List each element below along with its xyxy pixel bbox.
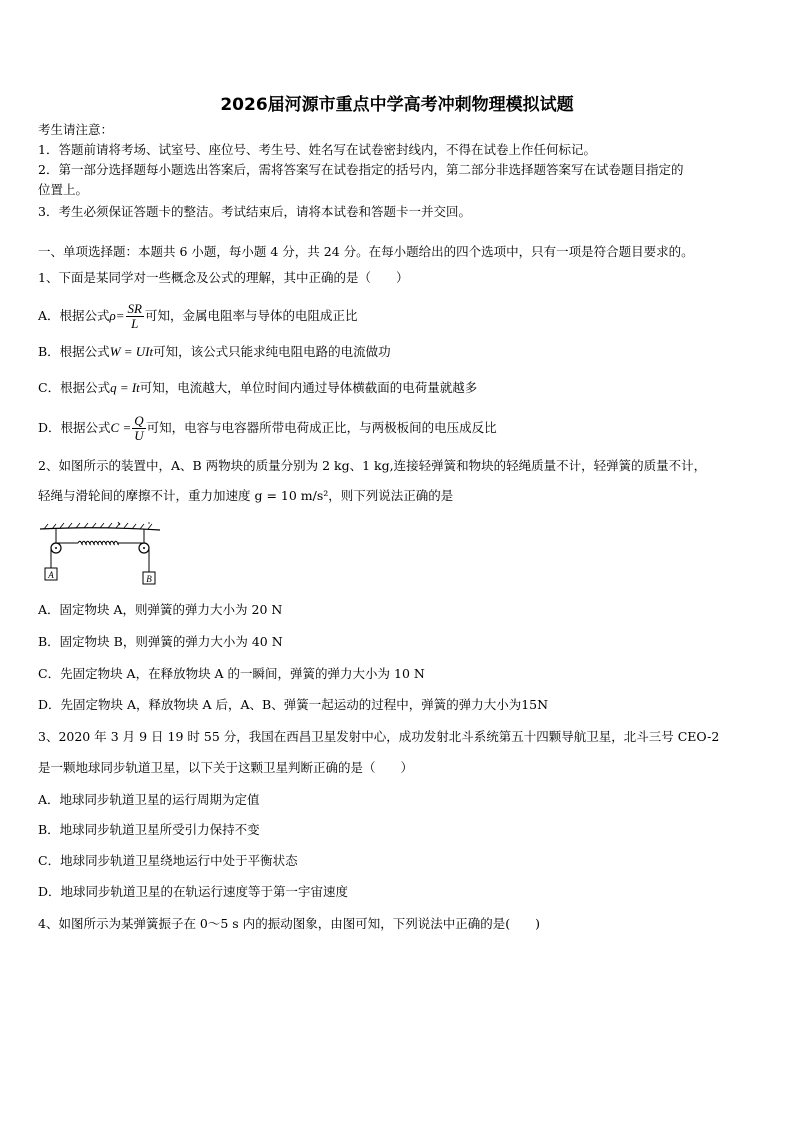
q1-d-fraction xyxy=(132,414,145,443)
right-pulley-icon xyxy=(139,529,149,553)
q3-option-b: B．地球同步轨道卫星所受引力保持不变 xyxy=(38,822,260,837)
left-pulley-icon xyxy=(51,529,61,553)
q2-option-b: B．固定物块 B，则弹簧的弹力大小为 40 N xyxy=(38,634,283,649)
notice-item-1: 1．答题前请将考场、试室号、座位号、考生号、姓名写在试卷密封线内，不得在试卷上作任何标记。 xyxy=(38,142,596,157)
q1-b-formula: W = UIt xyxy=(109,344,154,359)
q1-d-numerator: Q xyxy=(134,413,144,428)
q1-stem: 1、下面是某同学对一些概念及公式的理解，其中正确的是（ ） xyxy=(38,270,409,285)
q4-stem: 4、如图所示为某弹簧振子在 0～5 s 内的振动图象，由图可知，下列说法中正确的是( ) xyxy=(38,916,540,931)
spring-pulley-figure xyxy=(36,518,166,588)
q1-option-d xyxy=(38,410,497,446)
q3-option-d: D．地球同步轨道卫星的在轨运行速度等于第一宇宙速度 xyxy=(38,884,349,899)
ceiling-hatch xyxy=(40,522,160,530)
q1-d-formula-lhs: C = xyxy=(110,420,132,435)
q1-a-denominator: L xyxy=(131,316,139,331)
block-a-label: A xyxy=(48,570,54,580)
q3-option-a: A．地球同步轨道卫星的运行周期为定值 xyxy=(38,792,260,807)
q1-a-fraction xyxy=(126,302,144,331)
q1-a-formula-lhs: ρ= xyxy=(109,308,125,323)
section-heading: 一、单项选择题：本题共 6 小题，每小题 4 分，共 24 分。在每小题给出的四个选项中，只有一项是符合题目要求的。 xyxy=(38,244,694,259)
q2-stem-line2: 轻绳与滑轮间的摩擦不计，重力加速度 g = 10 m/s²，则下列说法正确的是 xyxy=(38,488,454,503)
q1-b-prefix: B．根据公式 xyxy=(38,344,110,359)
q2-option-c: C．先固定物块 A，在释放物块 A 的一瞬间，弹簧的弹力大小为 10 N xyxy=(38,666,425,681)
q1-c-formula: q = It xyxy=(110,380,140,395)
q1-a-numerator: SR xyxy=(127,301,142,316)
q2-option-a: A．固定物块 A，则弹簧的弹力大小为 20 N xyxy=(38,602,283,617)
q1-d-prefix: D．根据公式 xyxy=(38,420,111,435)
q3-stem-line1: 3、2020 年 3 月 9 日 19 时 55 分，我国在西昌卫星发射中心，成功发射北斗系统第五十四颗导航卫星，北斗三号 CEO-2 xyxy=(38,729,720,744)
notice-item-2-cont: 位置上。 xyxy=(38,182,89,197)
q1-option-b xyxy=(38,344,391,360)
q1-d-text: 可知，电容与电容器所带电荷成正比，与两极板间的电压成反比 xyxy=(146,420,497,435)
notice-item-2: 2．第一部分选择题每小题选出答案后，需将答案写在试卷指定的括号内，第二部分非选择题答案写在试卷题目指定的 xyxy=(38,162,684,177)
page-title: 2026届河源市重点中学高考冲刺物理模拟试题 xyxy=(220,95,574,115)
q1-c-prefix: C．根据公式 xyxy=(38,380,111,395)
spring-icon xyxy=(56,541,144,544)
q1-option-c xyxy=(38,380,477,396)
q2-stem-line1: 2、如图所示的装置中，A、B 两物块的质量分别为 2 kg、1 kg,连接轻弹簧和物块的轻绳质量不计，轻弹簧的质量不计， xyxy=(38,458,707,473)
q1-a-text: 可知，金属电阻率与导体的电阻成正比 xyxy=(145,308,358,323)
q2-option-d: D．先固定物块 A，释放物块 A 后，A、B、弹簧一起运动的过程中，弹簧的弹力大小为15N xyxy=(38,697,549,712)
q3-option-c: C．地球同步轨道卫星绕地运行中处于平衡状态 xyxy=(38,853,298,868)
q3-stem-line2: 是一颗地球同步轨道卫星，以下关于这颗卫星判断正确的是（ ） xyxy=(38,760,414,775)
block-b-label: B xyxy=(146,574,152,584)
q1-option-a xyxy=(38,298,358,334)
notice-heading: 考生请注意： xyxy=(38,122,114,137)
q1-d-denominator: U xyxy=(134,428,144,443)
q1-b-text: 可知，该公式只能求纯电阻电路的电流做功 xyxy=(153,344,391,359)
q1-a-prefix: A．根据公式 xyxy=(38,308,110,323)
notice-item-3: 3．考生必须保证答题卡的整洁。考试结束后，请将本试卷和答题卡一并交回。 xyxy=(38,204,471,219)
q1-c-text: 可知，电流越大，单位时间内通过导体横截面的电荷量就越多 xyxy=(139,380,478,395)
